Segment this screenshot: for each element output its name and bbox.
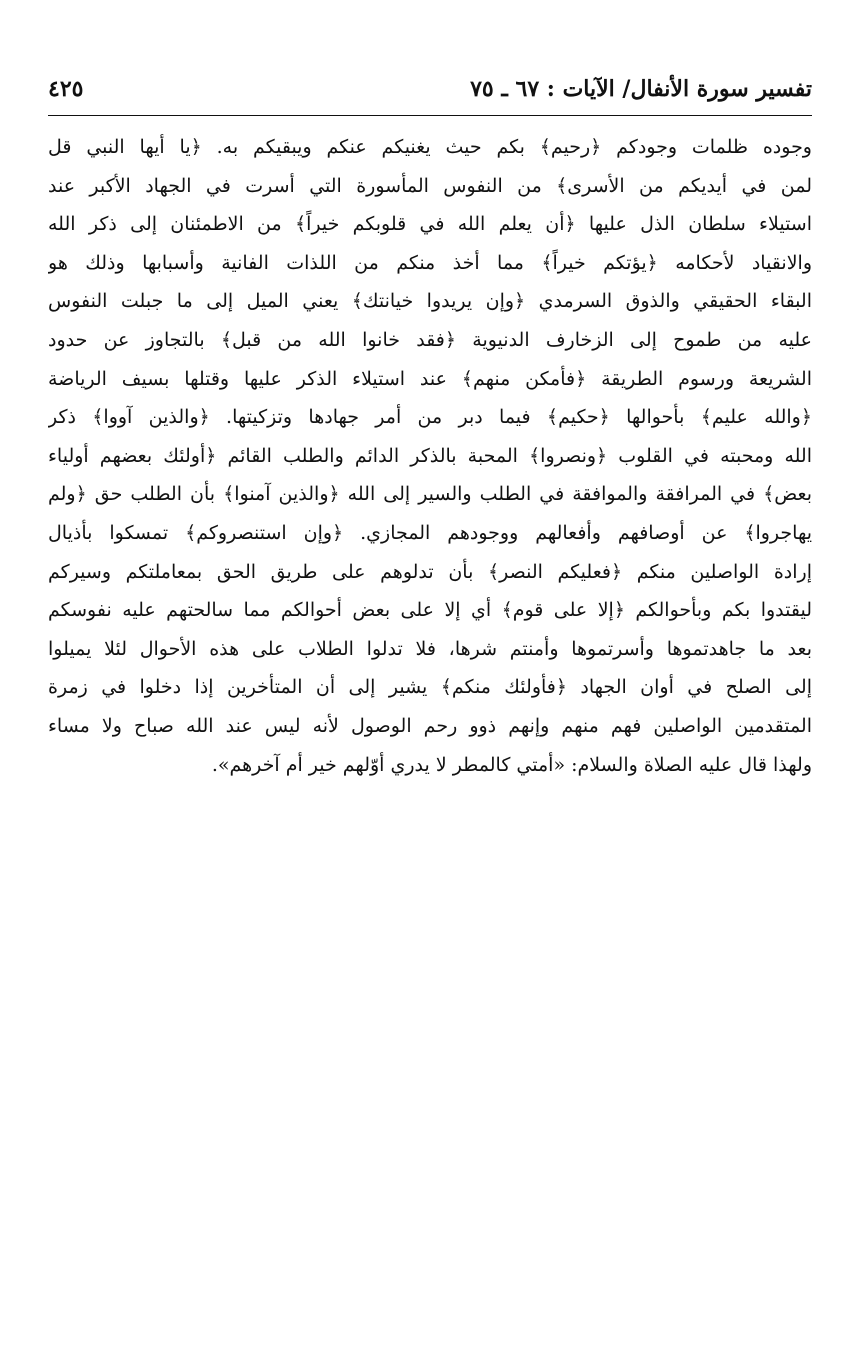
text-line: المتقدمين الواصلين فهم منهم وإنهم ذوو رحم الوصول لأنه ليس عند الله صباح ولا مساء bbox=[48, 714, 812, 737]
text-line: ﴿والله عليم﴾ بأحوالها ﴿حكيم﴾ فيما دبر من أمر جهادها وتزكيتها. ﴿والذين آووا﴾ ذكر bbox=[48, 406, 812, 429]
text-line: البقاء الحقيقي والذوق السرمدي ﴿وإن يريدوا خيانتك﴾ يعني الميل إلى ما جبلت النفوس bbox=[48, 290, 812, 313]
text-line: يهاجروا﴾ عن أوصافهم وأفعالهم ووجودهم المجازي. ﴿وإن استنصروكم﴾ تمسكوا بأذيال bbox=[48, 521, 812, 544]
page-number: ٤٢٥ bbox=[48, 76, 84, 102]
text-line: إلى الصلح في أوان الجهاد ﴿فأولئك منكم﴾ يشير إلى أن المتأخرين إذا دخلوا في زمرة bbox=[48, 676, 812, 699]
text-line: إرادة الواصلين منكم ﴿فعليكم النصر﴾ بأن تدلوهم على طريق الحق بمعاملتكم وسيركم bbox=[48, 560, 812, 583]
text-line: والانقياد لأحكامه ﴿يؤتكم خيراً﴾ مما أخذ منكم من اللذات الفانية وأسبابها وذلك هو bbox=[48, 251, 812, 274]
text-line: ليقتدوا بكم وبأحوالكم ﴿إلا على قوم﴾ أي إلا على بعض أحوالكم مما سالحتهم عليه نفوسكم bbox=[48, 599, 812, 622]
text-line: وجوده ظلمات وجودكم ﴿رحيم﴾ بكم حيث يغنيكم عنكم ويبقيكم به. ﴿يا أيها النبي قل bbox=[48, 136, 812, 158]
text-line: لمن في أيديكم من الأسرى﴾ من النفوس المأسورة التي أسرت في الجهاد الأكبر عند bbox=[48, 174, 812, 197]
header-title: تفسير سورة الأنفال/ الآيات : ٦٧ ـ ٧٥ bbox=[470, 76, 812, 102]
text-line: الله ومحبته في القلوب ﴿ونصروا﴾ المحبة بالذكر الدائم والطلب القائم ﴿أولئك بعضهم أولياء bbox=[48, 444, 812, 467]
text-line: عليه من طموح إلى الزخارف الدنيوية ﴿فقد خانوا الله من قبل﴾ بالتجاوز عن حدود bbox=[48, 328, 812, 351]
text-line: استيلاء سلطان الذل عليها ﴿أن يعلم الله في قلوبكم خيراً﴾ من الاطمئنان إلى ذكر الله bbox=[48, 213, 812, 236]
commentary-text bbox=[48, 128, 812, 784]
text-line: الشريعة ورسوم الطريقة ﴿فأمكن منهم﴾ عند استيلاء الذكر عليها وقتلها بسيف الرياضة bbox=[48, 367, 812, 390]
header-divider bbox=[48, 115, 812, 116]
text-line: بعد ما جاهدتموها وأسرتموها وأمنتم شرها، فلا تدلوا الطلاب على هذه الأحوال لئلا يميلوا bbox=[48, 637, 812, 660]
text-line: ولهذا قال عليه الصلاة والسلام: «أمتي كالمطر لا يدري أوّلهم خير أم آخرهم». bbox=[211, 753, 812, 776]
running-header bbox=[48, 74, 812, 114]
text-line: بعض﴾ في المرافقة والموافقة في الطلب والسير إلى الله ﴿والذين آمنوا﴾ بأن الطلب حق ﴿ولم bbox=[48, 483, 812, 506]
